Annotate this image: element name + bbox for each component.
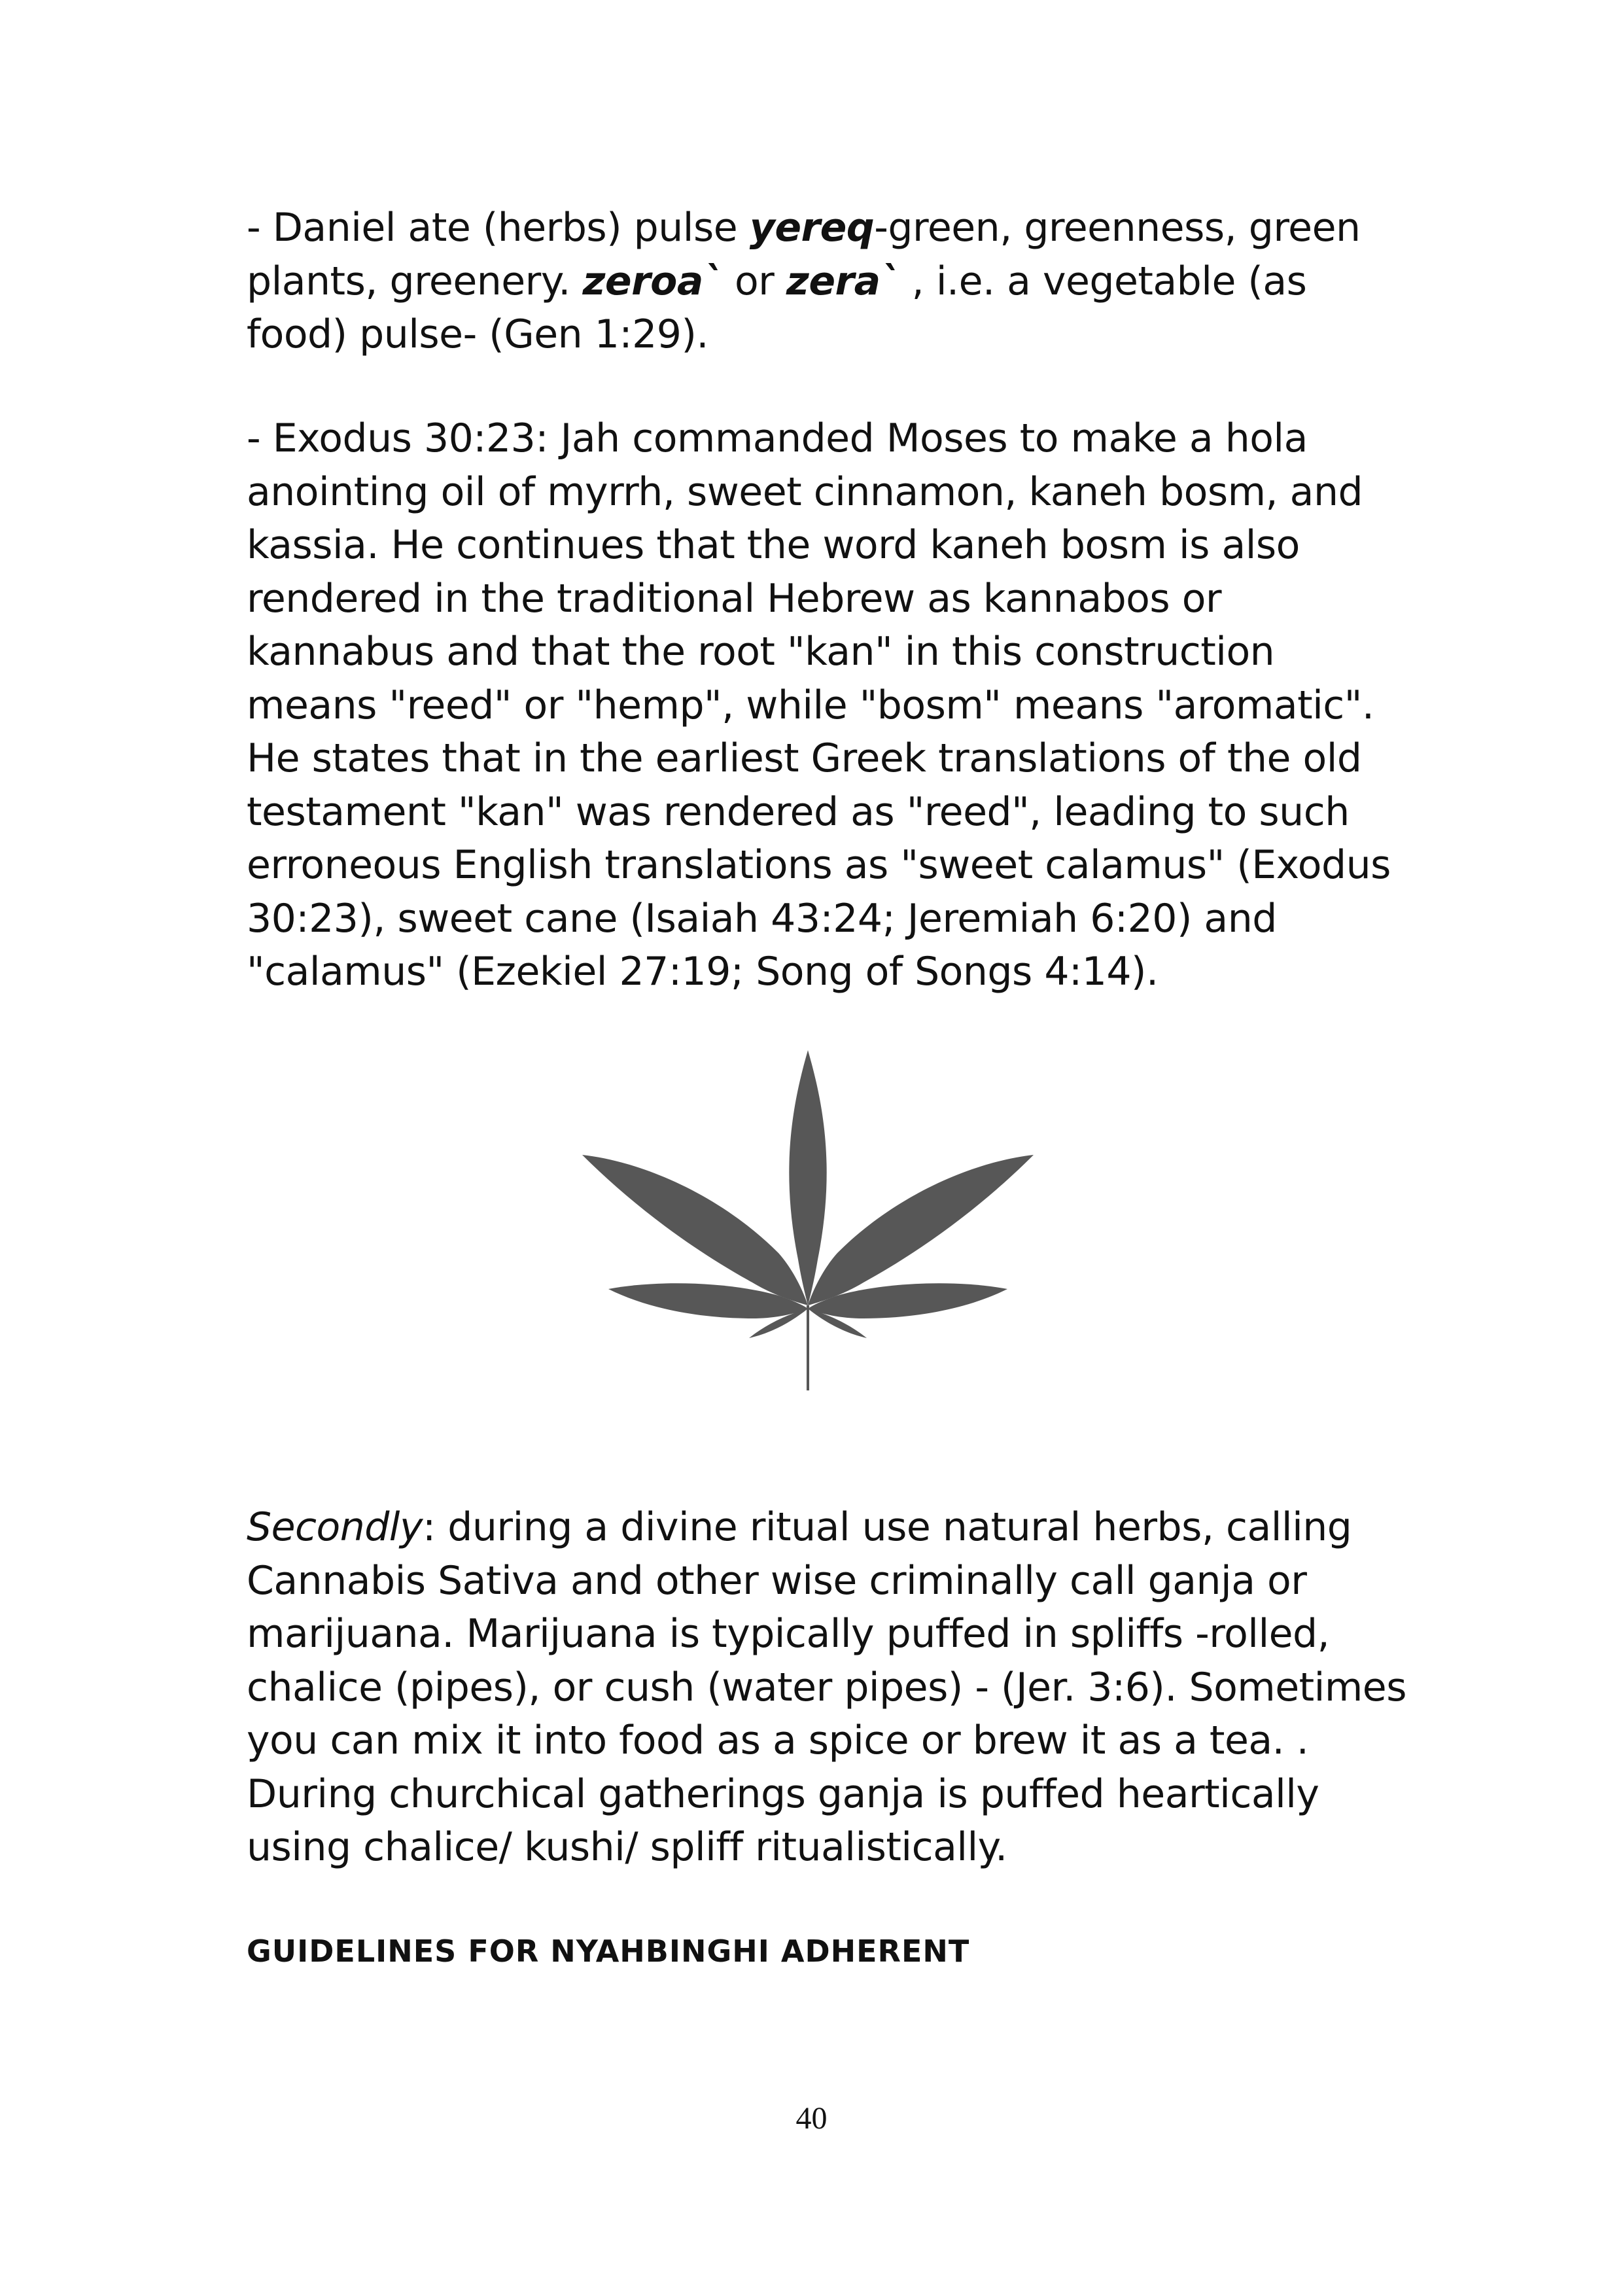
cannabis-leaf-icon bbox=[582, 1050, 1034, 1390]
p1-mid2: or bbox=[722, 258, 786, 304]
p1-mid1: -green, greenness, green plants, greenery. bbox=[247, 205, 1361, 304]
p1-prefix: - Daniel ate (herbs) pulse bbox=[247, 205, 750, 251]
paragraph-secondly bbox=[247, 1501, 1411, 1875]
p3-text: : during a divine ritual use natural herbs, calling Cannabis Sativa and other wise criminally call ganja or marijuana. Marijuana is typically puffed in spliffs -rolled, chalice (pipes), or cush (water pipes) - (Jer. 3:6). Sometimes you can mix it into food as a spice or brew it as a tea. . During churchical gatherings ganja is puffed heartically using chalice/ kushi/ spliff ritualistically. bbox=[247, 1504, 1406, 1870]
page-number: 40 bbox=[795, 2101, 828, 2136]
paragraph-exodus: - Exodus 30:23: Jah commanded Moses to make a hola anointing oil of myrrh, sweet cinnamon, kaneh bosm, and kassia. He continues that the word kaneh bosm is also rendered in the traditional Hebrew as kannabos or kannabus and that the root "kan" in this construction means "reed" or "hemp", while "bosm" means "aromatic". He states that in the earliest Greek translations of the old testament "kan" was rendered as "reed", leading to such erroneous English translations as "sweet calamus" (Exodus 30:23), sweet cane (Isaiah 43:24; Jeremiah 6:20) and "calamus" (Ezekiel 27:19; Song of Songs 4:14). bbox=[247, 415, 1391, 995]
p1-suffix: , i.e. a vegetable (as food) pulse- (Gen 1:29). bbox=[247, 258, 1307, 357]
term-zeroa: zeroa` bbox=[582, 258, 723, 304]
secondly-label: Secondly bbox=[247, 1504, 423, 1550]
paragraph-daniel bbox=[247, 202, 1411, 362]
term-yereq: yereq bbox=[749, 205, 875, 251]
section-heading: GUIDELINES FOR NYAHBINGHI ADHERENT bbox=[247, 1934, 970, 1969]
term-zera: zera` bbox=[786, 258, 900, 304]
